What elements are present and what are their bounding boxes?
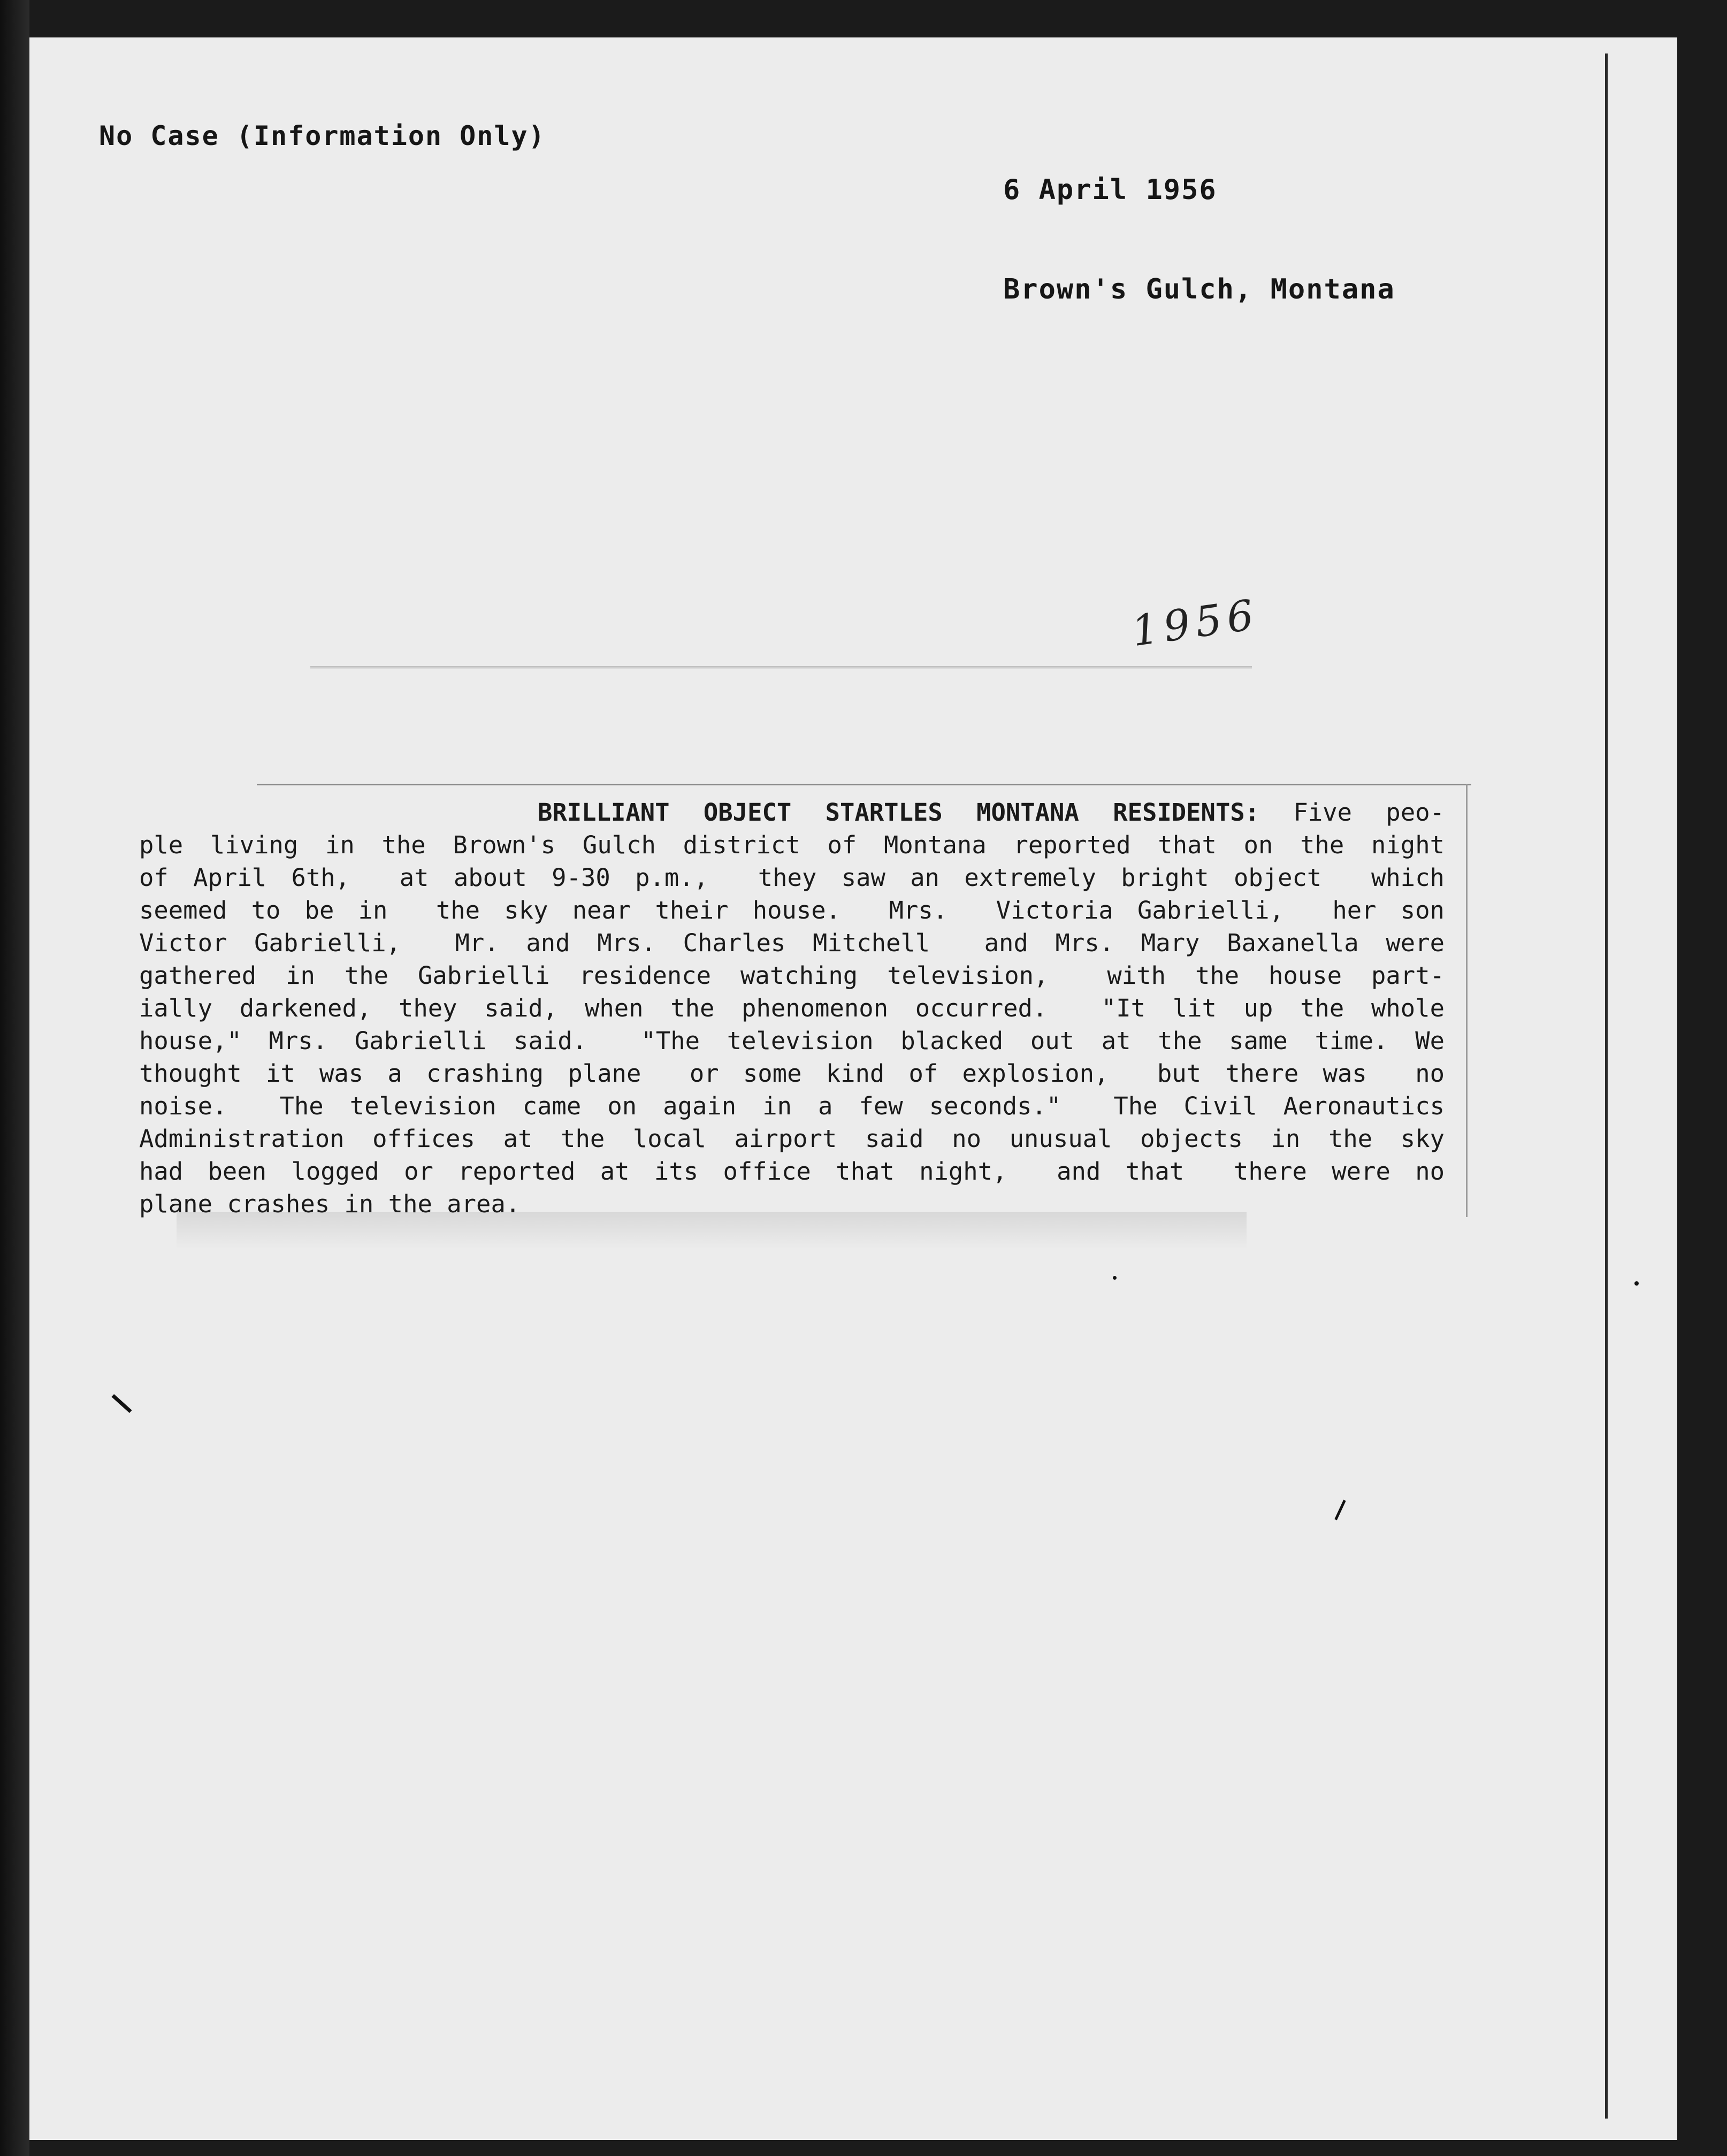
article-line: seemed to be in the sky near their house. Mrs. Victoria Gabrielli, her son (139, 896, 1445, 924)
article-line: Administration offices at the local airport said no unusual objects in the sky (139, 1125, 1445, 1153)
report-date: 6 April 1956 (1003, 174, 1217, 206)
article-line: house," Mrs. Gabrielli said. "The television blacked out at the same time. We (139, 1027, 1445, 1055)
page-edge-line (1605, 53, 1608, 2119)
article-line-1 (139, 796, 1445, 829)
report-location: Brown's Gulch, Montana (1003, 273, 1395, 305)
clipping-shadow-top (310, 666, 1252, 669)
article-line: noise. The television came on again in a few seconds." The Civil Aeronautics (139, 1092, 1445, 1120)
case-label: No Case (Information Only) (99, 120, 546, 151)
article-line: Victor Gabrielli, Mr. and Mrs. Charles Mitchell and Mrs. Mary Baxanella were (139, 929, 1445, 957)
article-line: thought it was a crashing plane or some kind of explosion, but there was no (139, 1059, 1445, 1088)
date-location-block (1003, 107, 1395, 372)
scan-left-border (0, 0, 29, 2156)
speck-mark (1113, 1276, 1117, 1280)
newspaper-clipping (139, 796, 1445, 1220)
article-headline: BRILLIANT OBJECT STARTLES MONTANA RESIDENTS: (538, 798, 1260, 827)
speck-mark (1634, 1281, 1639, 1286)
article-line: of April 6th, at about 9-30 p.m., they saw an extremely bright object which (139, 863, 1445, 892)
article-line: gathered in the Gabrielli residence watching television, with the house part- (139, 961, 1445, 990)
article-line: ple living in the Brown's Gulch district of Montana reported that on the night (139, 831, 1445, 859)
article-line-last: plane crashes in the area. (139, 1190, 521, 1218)
article-line-1-text: Five peo- (1293, 798, 1445, 827)
handwritten-year-note: 1956 (1128, 590, 1262, 656)
article-line: ially darkened, they said, when the phenomenon occurred. "It lit up the whole (139, 994, 1445, 1022)
article-line: had been logged or reported at its office that night, and that there were no (139, 1157, 1445, 1186)
